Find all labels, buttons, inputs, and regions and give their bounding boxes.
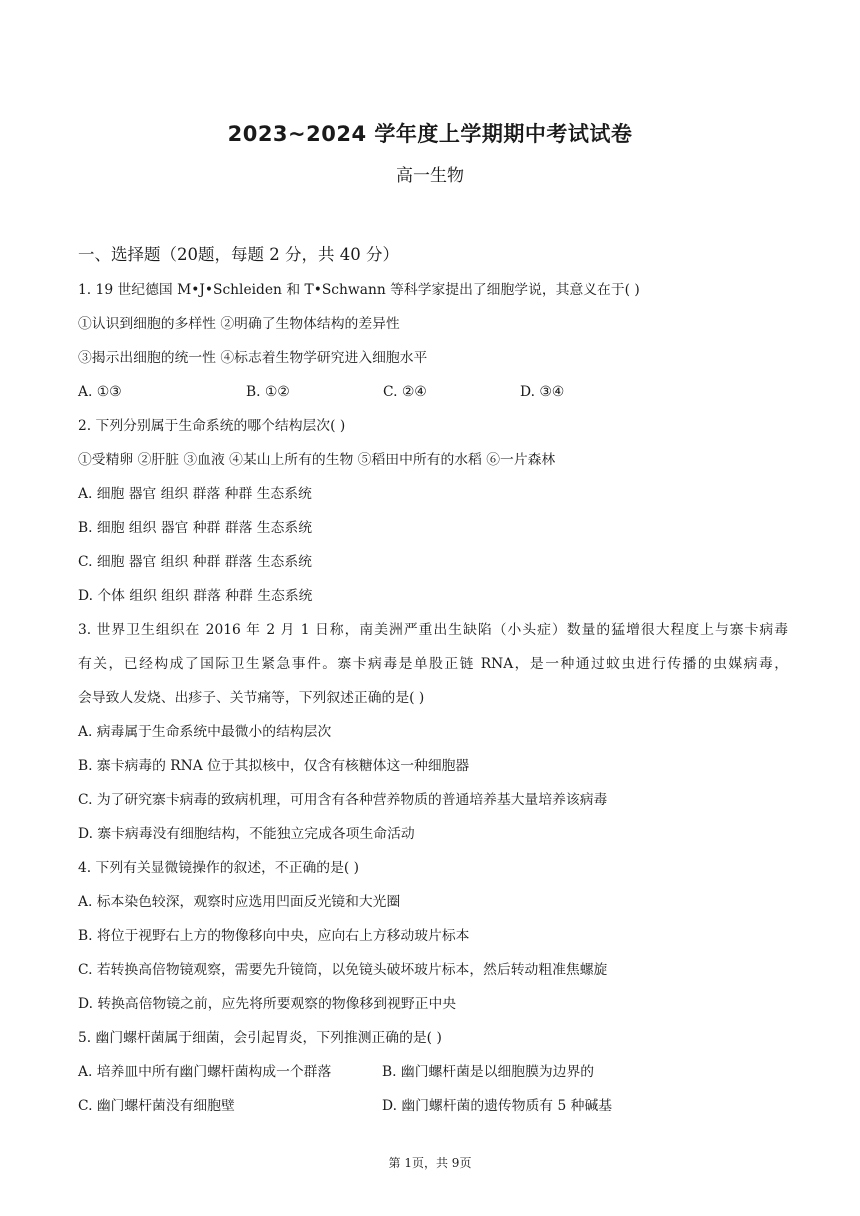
option-c: C. ②④ [383, 384, 427, 400]
page-number: 第 1页，共 9页 [388, 1156, 472, 1170]
option-a: A. 培养皿中所有幽门螺杆菌构成一个群落 [78, 1064, 332, 1080]
option-d: D. 个体 组织 组织 群落 种群 生态系统 [78, 588, 313, 604]
option-b: B. ①② [246, 384, 290, 400]
option-d: D. 寨卡病毒没有细胞结构，不能独立完成各项生命活动 [78, 826, 415, 842]
question-3-stem: 会导致人发烧、出疹子、关节痛等，下列叙述正确的是( ) [78, 690, 425, 706]
question-1-items: ①认识到细胞的多样性 ②明确了生物体结构的差异性 [78, 316, 400, 332]
question-2-stem: 2. 下列分别属于生命系统的哪个结构层次( ) [78, 418, 346, 434]
option-a: A. ①③ [78, 384, 122, 400]
exam-title: 2023~2024 学年度上学期期中考试试卷 [227, 122, 633, 146]
option-b: B. 将位于视野右上方的物像移向中央，应向右上方移动玻片标本 [78, 928, 470, 944]
option-b: B. 寨卡病毒的 RNA 位于其拟核中，仅含有核糖体这一种细胞器 [78, 758, 470, 774]
question-4-stem: 4. 下列有关显微镜操作的叙述，不正确的是( ) [78, 860, 360, 876]
question-2-items: ①受精卵 ②肝脏 ③血液 ④某山上所有的生物 ⑤稻田中所有的水稻 ⑥一片森林 [78, 452, 556, 468]
question-3-stem: 有关，已经构成了国际卫生紧急事件。寨卡病毒是单股正链 RNA，是一种通过蚊虫进行传播的虫媒病毒， [78, 656, 788, 672]
option-c: C. 为了研究寨卡病毒的致病机理，可用含有各种营养物质的普通培养基大量培养该病毒 [78, 792, 608, 808]
question-1-options [78, 382, 788, 416]
question-1-stem: 1. 19 世纪德国 M•J•Schleiden 和 T•Schwann 等科学家提出了细胞学说，其意义在于( ) [78, 282, 640, 298]
exam-subject: 高一生物 [396, 166, 464, 186]
option-c: C. 幽门螺杆菌没有细胞壁 [78, 1098, 235, 1114]
option-a: A. 细胞 器官 组织 群落 种群 生态系统 [78, 486, 312, 502]
option-a: A. 病毒属于生命系统中最微小的结构层次 [78, 724, 332, 740]
question-3-stem: 3. 世界卫生组织在 2016 年 2 月 1 日称，南美洲严重出生缺陷（小头症）数量的猛增很大程度上与寨卡病毒 [78, 622, 788, 638]
option-c: C. 细胞 器官 组织 种群 群落 生态系统 [78, 554, 312, 570]
question-5-options [78, 1096, 788, 1130]
option-b: B. 细胞 组织 器官 种群 群落 生态系统 [78, 520, 312, 536]
question-5-options [78, 1062, 788, 1096]
option-b: B. 幽门螺杆菌是以细胞膜为边界的 [382, 1064, 595, 1080]
option-d: D. 幽门螺杆菌的遗传物质有 5 种碱基 [382, 1098, 613, 1114]
question-5-stem: 5. 幽门螺杆菌属于细菌，会引起胃炎，下列推测正确的是( ) [78, 1030, 442, 1046]
question-1-items: ③揭示出细胞的统一性 ④标志着生物学研究进入细胞水平 [78, 350, 428, 366]
option-a: A. 标本染色较深，观察时应选用凹面反光镜和大光圈 [78, 894, 401, 910]
option-d: D. ③④ [520, 384, 565, 400]
section-heading: 一、选择题（20题，每题 2 分，共 40 分） [78, 245, 399, 264]
option-c: C. 若转换高倍物镜观察，需要先升镜筒，以免镜头破坏玻片标本，然后转动粗准焦螺旋 [78, 962, 608, 978]
option-d: D. 转换高倍物镜之前，应先将所要观察的物像移到视野正中央 [78, 996, 457, 1012]
questions [78, 280, 788, 1130]
